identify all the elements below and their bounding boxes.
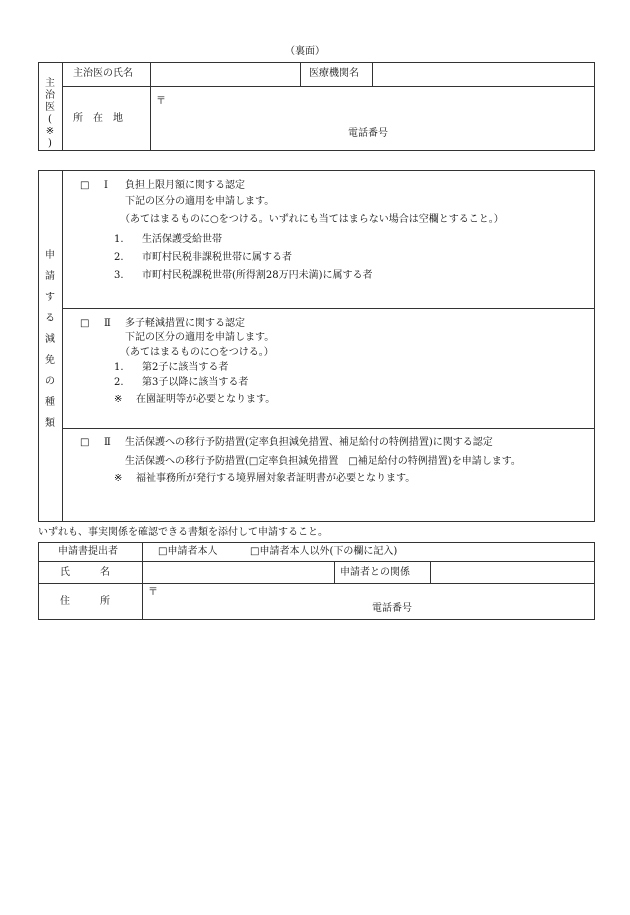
submitter-option-other[interactable]: □申請者本人以外(下の欄に記入) <box>250 546 398 557</box>
section2-title: 多子軽減措置に関する認定 <box>125 318 245 329</box>
reduction-type-label-char: す <box>45 292 55 303</box>
section1-item3-num: 3. <box>114 270 124 281</box>
submitter-address-label: 住 所 <box>60 596 110 607</box>
doctor-address-label: 所 在 地 <box>73 113 123 124</box>
section2-line1: 下記の区分の適用を申請します。 <box>125 332 275 343</box>
section1-numeral: Ⅰ <box>104 180 108 191</box>
section3-checkbox[interactable]: □ <box>80 437 90 448</box>
section1-title: 負担上限月額に関する認定 <box>125 180 245 191</box>
section1-item2-num: 2. <box>114 252 124 263</box>
submitter-address-field[interactable] <box>143 584 594 619</box>
section3-note-mark: ※ <box>114 473 123 484</box>
doctor-section-label-char: 治 <box>45 90 55 101</box>
section2-item1-num: 1. <box>114 362 124 373</box>
section2-item2-text: 第3子以降に該当する者 <box>142 377 249 388</box>
submitter-option-self[interactable]: □申請者本人 <box>158 546 218 557</box>
section1-item3-text: 市町村民税課税世帯(所得割28万円未満)に属する者 <box>142 270 373 281</box>
attach-note: いずれも、事実関係を確認できる書類を添付して申請すること。 <box>38 527 328 538</box>
section2-note-mark: ※ <box>114 394 123 405</box>
doctor-table-divider <box>62 62 63 151</box>
section2-numeral: Ⅱ <box>104 318 111 329</box>
doctor-section-label-char: 医 <box>45 102 55 113</box>
reduction-type-label-char: 類 <box>45 418 55 429</box>
submitter-postal-mark: 〒 <box>148 587 158 598</box>
doctor-section-label <box>43 78 57 150</box>
reduction-type-label-char: 免 <box>45 355 55 366</box>
relation-label: 申請者との関係 <box>340 567 410 578</box>
reduction-type-label-char: 種 <box>45 397 55 408</box>
section2-line2: （あてはまるものに○をつける。） <box>120 347 274 358</box>
section1-item1-text: 生活保護受給世帯 <box>142 234 222 245</box>
doctor-address-field[interactable] <box>151 87 594 150</box>
reduction-type-label <box>43 250 57 439</box>
postal-mark: 〒 <box>156 96 166 107</box>
section3-title: 生活保護への移行予防措置(定率負担減免措置、補足給付の特例措置)に関する認定 <box>125 437 493 448</box>
doctor-name-field[interactable] <box>151 63 299 85</box>
section2-item1-text: 第2子に該当する者 <box>142 362 229 373</box>
section2-item2-num: 2. <box>114 377 124 388</box>
institution-field[interactable] <box>373 63 594 85</box>
section3-numeral: Ⅱ <box>104 437 111 448</box>
section3-note: 福祉事務所が発行する境界層対象者証明書が必要となります。 <box>136 473 416 484</box>
doctor-phone-label: 電話番号 <box>348 128 388 139</box>
section1-item1-num: 1. <box>114 234 124 245</box>
submitter-phone-label: 電話番号 <box>372 603 412 614</box>
section1-checkbox[interactable]: □ <box>80 180 90 191</box>
reduction-type-label-char: る <box>45 313 55 324</box>
section1-item2-text: 市町村民税非課税世帯に属する者 <box>142 252 292 263</box>
submitter-name-label: 氏 名 <box>60 567 110 578</box>
doctor-section-label-char: ( <box>48 114 52 125</box>
doctor-name-label: 主治医の氏名 <box>73 68 133 79</box>
section3-line1: 生活保護への移行予防措置(□定率負担減免措置 □補足給付の特例措置)を申請します。 <box>125 456 521 467</box>
relation-divider-left <box>334 561 335 583</box>
institution-divider-left <box>300 62 301 86</box>
reduction-type-label-char: 請 <box>45 271 55 282</box>
page-title: （裏面） <box>285 46 325 57</box>
doctor-section-label-char: 主 <box>45 78 55 89</box>
submitter-label: 申請書提出者 <box>58 546 118 557</box>
institution-label: 医療機関名 <box>309 68 359 79</box>
reduction-table-divider <box>62 170 63 522</box>
reduction-row-line-1 <box>62 308 595 309</box>
reduction-row-line-2 <box>62 428 595 429</box>
reduction-type-label-char: の <box>45 376 55 387</box>
doctor-section-label-char: ) <box>48 138 52 149</box>
section2-note: 在園証明等が必要となります。 <box>136 394 276 405</box>
reduction-type-label-char: 減 <box>45 334 55 345</box>
relation-field[interactable] <box>431 562 594 582</box>
reduction-type-label-char: 申 <box>45 250 55 261</box>
submitter-name-field[interactable] <box>143 562 333 582</box>
section1-line2: （あてはまるものに○をつける。いずれにも当てはまらない場合は空欄とすること。） <box>120 214 504 225</box>
doctor-section-label-char: ※ <box>45 126 55 137</box>
section1-line1: 下記の区分の適用を申請します。 <box>125 196 275 207</box>
section2-checkbox[interactable]: □ <box>80 318 90 329</box>
